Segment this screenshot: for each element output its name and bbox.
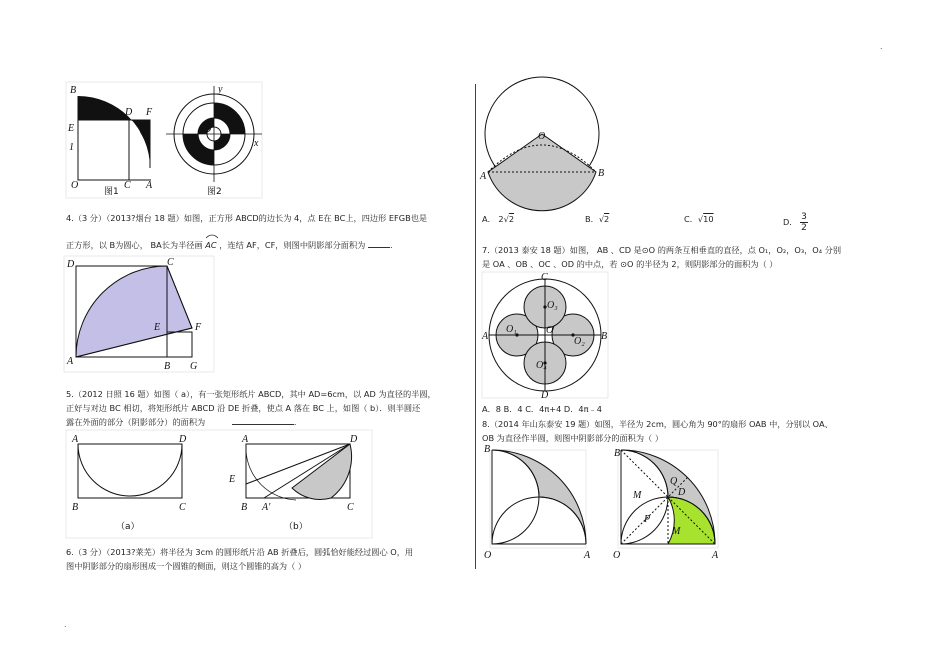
q5b-label-E: E <box>229 474 236 485</box>
q4-line-2-b: ，连结 AF，CF，则图中阴影部分面积为 <box>219 240 366 250</box>
q4-figure <box>64 256 214 372</box>
q5a-label-D: D <box>179 434 187 445</box>
q7fig-label-O: O <box>546 325 554 336</box>
q6-option-d[interactable]: D． $\frac{3}{2}$ <box>783 212 807 233</box>
q6-option-b-radicand: 2 <box>604 214 610 224</box>
q5b-label-Aprime: A' <box>262 502 271 513</box>
q5b-label-B: B <box>241 502 248 513</box>
q6-line-2: 图中阴影部分的扇形围成一个圆锥的侧面，则这个圆锥的高为（ ） <box>66 561 307 571</box>
q8a-label-O: O <box>484 550 492 561</box>
q7-figure <box>482 272 608 401</box>
fig1-label-E: E <box>68 123 75 134</box>
q5a-label-B: B <box>72 502 79 513</box>
q5a-caption: （a） <box>116 522 140 532</box>
q7-line-2: 是 OA 、OB 、OC 、OD 的中点，若 ⊙O 的半径为 2，则阴影部分的面积为（ ） <box>482 259 778 269</box>
q6fig-label-B: B <box>598 168 605 179</box>
q7fig-label-O2: O₂ <box>574 336 585 347</box>
q4fig-label-F: F <box>195 322 202 333</box>
q5a-label-C: C <box>179 502 186 513</box>
q4-answer-blank <box>368 247 390 248</box>
q5-answer-blank <box>232 424 294 425</box>
page-dot-top: . <box>880 42 883 51</box>
q5-figure <box>66 430 372 538</box>
fig1-label-A: A <box>146 180 153 191</box>
q6fig-label-A: A <box>480 171 487 182</box>
q5b-label-D: D <box>350 434 358 445</box>
q5a-label-A: A <box>72 434 79 445</box>
fig2-label-y: y <box>218 84 223 95</box>
q8b-label-O: O <box>613 550 621 561</box>
q8b-label-B: B <box>614 448 621 459</box>
page-dot-bottom: . <box>64 620 67 629</box>
q8b-label-D: D <box>678 487 686 498</box>
fig1-label-O: O <box>71 180 79 191</box>
fig1-label-C: C <box>124 180 131 191</box>
q7fig-label-D: D <box>541 390 549 401</box>
q8b-label-P: P <box>644 514 651 525</box>
q5-line-3: 露在外面的部分（阴影部分）的面积为 . <box>66 417 297 427</box>
q4fig-label-B: B <box>164 361 171 372</box>
q6fig-label-O: O <box>538 131 546 142</box>
q6-option-d-fraction: $\frac{3}{2}$ <box>801 212 807 233</box>
q8b-label-Q: Q <box>670 476 678 487</box>
q6-line-1: 6.（3 分）（2013?莱芜）将半径为 3cm 的圆形纸片沿 AB 折叠后，圆弧恰好能经过圆心 O，用 <box>66 547 414 557</box>
q6-option-c-radicand: 10 <box>703 214 714 224</box>
fig2-caption: 图2 <box>207 187 222 197</box>
q8b-label-A: A <box>712 550 719 561</box>
q5b-caption: （b） <box>284 522 308 532</box>
q4fig-label-C: C <box>167 257 174 268</box>
q6-option-a-coef: 2 <box>498 214 504 224</box>
q6-figure <box>482 88 606 184</box>
fig1-caption: 图1 <box>104 187 119 197</box>
q7-line-1: 7.（2013 泰安 18 题）如图， AB 、CD 是⊙O 的两条互相垂直的直径，点 O₁，O₂，O₃，O₄ 分别 <box>482 245 842 255</box>
q7fig-label-O1: O₁ <box>506 324 517 335</box>
q4fig-label-D: D <box>67 259 75 270</box>
q4fig-label-E: E <box>154 322 161 333</box>
q4fig-label-G: G <box>190 361 198 372</box>
q7fig-label-O4: O₄ <box>536 360 547 371</box>
q8a-label-B: B <box>484 444 491 455</box>
column-divider <box>475 84 476 569</box>
q4fig-label-A: A <box>67 356 74 367</box>
q4-line-1: 4.（3 分）（2013?烟台 18 题）如图，正方形 ABCD的边长为 4，点 E在 BC上，四边形 EFGB也是 <box>66 213 428 223</box>
fig1-label-1: 1 <box>69 142 74 153</box>
q8b-label-M: M <box>633 490 642 501</box>
q8-line-2: OB 为直径作半圆，则图中阴影部分的面积为（ ） <box>482 433 664 443</box>
q6-option-a[interactable]: A． 2√2 <box>482 214 515 224</box>
q8a-label-A: A <box>584 550 591 561</box>
q4-line-2-a: 正方形，以 B为圆心， BA长为半径画 <box>66 240 203 250</box>
q6-option-b[interactable]: B．√2 <box>585 214 610 224</box>
q5-line-3-text: 露在外面的部分（阴影部分）的面积为 <box>66 417 206 427</box>
q7fig-label-O3: O₃ <box>547 300 558 311</box>
q8-figure <box>482 444 722 560</box>
q8-line-1: 8.（2014 年山东泰安 19 题）如图，半径为 2cm，圆心角为 90°的扇形 OAB 中，分别以 OA、 <box>482 419 833 429</box>
fig2-label-O: O <box>204 124 212 135</box>
q4-arc-label: AC <box>205 235 216 252</box>
q4-line-2: 正方形，以 B为圆心， BA长为半径画 AC ，连结 AF，CF，则图中阴影部分面积为 . <box>66 235 393 252</box>
q5-line-1: 5.（2012 日照 16 题）如图（ a），有一张矩形纸片 ABCD，其中 AD=6cm，以 AD 为直径的半圆， <box>66 389 436 399</box>
q5-line-2: 正好与对边 BC 相切，将矩形纸片 ABCD 沿 DE 折叠，使点 A 落在 BC 上，如图（ b）．则半圆还 <box>66 403 421 413</box>
q7fig-label-C: C <box>541 272 548 283</box>
fig2-label-x: x <box>254 138 259 149</box>
q6-option-a-radicand: 2 <box>508 214 515 224</box>
q6-option-c[interactable]: C．√10 <box>684 214 714 224</box>
q8b-label-M2: M <box>672 526 681 537</box>
q7-options[interactable]: A．8 B．4 C．4π+4 D．4π﹣4 <box>482 404 602 414</box>
q7fig-label-B: B <box>601 331 608 342</box>
fig1-label-D: D <box>125 107 133 118</box>
q7fig-label-A: A <box>482 331 489 342</box>
q5b-label-A: A <box>242 434 249 445</box>
fig1-label-F: F <box>146 107 153 118</box>
fig1-label-B: B <box>70 85 77 96</box>
figure-1-and-2 <box>66 82 262 198</box>
q5b-label-C: C <box>347 502 354 513</box>
